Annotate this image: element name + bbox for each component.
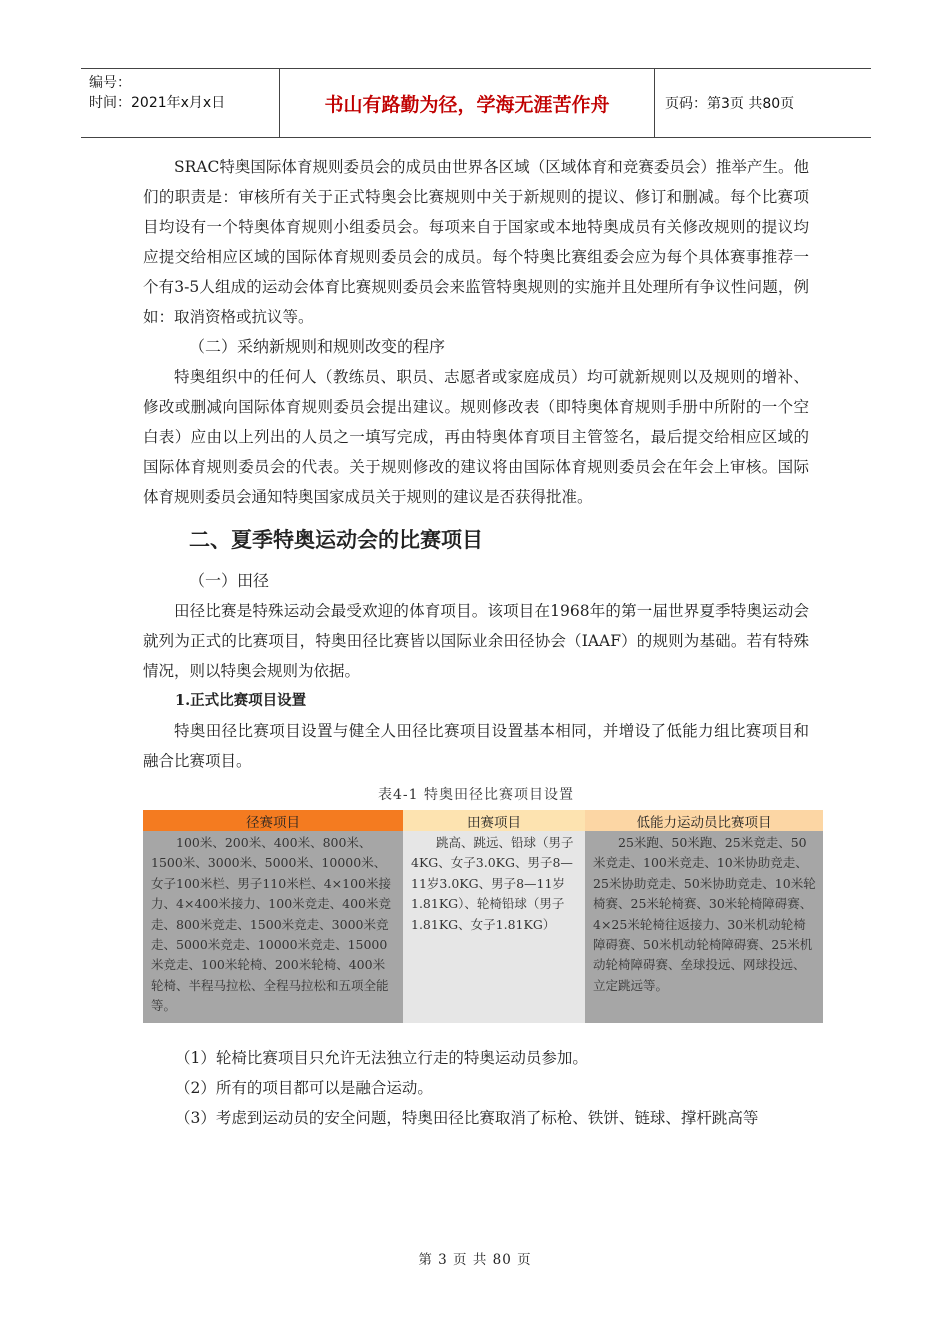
- paragraph-events-setup: 特奥田径比赛项目设置与健全人田径比赛项目设置基本相同，并增设了低能力组比赛项目和融合比赛项目。: [143, 722, 809, 770]
- header-field-events: 田赛项目: [403, 810, 585, 831]
- header-number-label: 编号：: [89, 75, 131, 91]
- note-item: （3）考虑到运动员的安全问题，特奥田径比赛取消了标枪、铁饼、链球、撑杆跳高等: [175, 1108, 759, 1127]
- notes-list: [143, 1043, 809, 1133]
- header-time-label: 时间：2021年x月x日: [89, 95, 226, 111]
- subheading-rule-procedure: （二）采纳新规则和规则改变的程序: [189, 337, 446, 356]
- page-header: [81, 68, 871, 138]
- paragraph-athletics-intro: 田径比赛是特殊运动会最受欢迎的体育项目。该项目在1968年的第一届世界夏季特奥运动会就列为正式的比赛项目，特奥田径比赛皆以国际业余田径协会（IAAF）的规则为基础。若有特殊情况，则以特奥会规则为依据。: [143, 602, 809, 680]
- document-body: [143, 152, 816, 1133]
- cell-low-ability-events: [585, 831, 823, 1023]
- table-header-row: [143, 810, 823, 831]
- page-footer: 第 3 页 共 80 页: [418, 1252, 532, 1268]
- header-page-info: 页码：第3页 共80页: [665, 96, 795, 112]
- track-events-text: 100米、200米、400米、800米、1500米、3000米、5000米、10000米、女子100米栏、男子110米栏、4×100米接力、4×400米接力、100米竞走、400米竞走、800米竞走、1500米竞走、3000米竞走、5000米竞走、10000米竞走、15000米竞走、100米轮椅、200米轮椅、400米轮椅、半程马拉松、全程马拉松和五项全能等。: [151, 835, 392, 1014]
- low-ability-events-text: 25米跑、50米跑、25米竞走、50米竞走、100米竞走、10米协助竞走、25米协助竞走、50米协助竞走、10米轮椅赛、25米轮椅赛、30米轮椅障碍赛、4×25米轮椅往返接力、30米机动轮椅障碍赛、50米机动轮椅障碍赛、25米机动轮椅障碍赛、垒球投远、网球投远、立定跳远等。: [593, 835, 816, 993]
- cell-field-events: [403, 831, 585, 1023]
- paragraph-src-committee: SRAC特奥国际体育规则委员会的成员由世界各区域（区域体育和竞赛委员会）推举产生。他们的职责是：审核所有关于正式特奥会比赛规则中关于新规则的提议、修订和删减。每个比赛项目均设有一个特奥体育规则小组委员会。每项来自于国家或本地特奥成员有关修改规则的提议均应提交给相应区域的国际体育规则委员会的成员。每个特奥比赛组委会应为每个具体赛事推荐一个有3-5人组成的运动会体育比赛规则委员会来监管特奥规则的实施并且处理所有争议性问题，例如：取消资格或抗议等。: [143, 158, 809, 326]
- note-item: （1）轮椅比赛项目只允许无法独立行走的特奥运动员参加。: [175, 1048, 588, 1067]
- table-caption: 表4-1 特奥田径比赛项目设置: [378, 787, 574, 803]
- header-meta: [81, 69, 280, 137]
- field-events-text: 跳高、跳远、铅球（男子4KG、女子3.0KG、男子8—11岁3.0KG、男子8—11岁1.81KG）、轮椅铅球（男子1.81KG、女子1.81KG）: [411, 835, 574, 932]
- header-motto: 书山有路勤为径，学海无涯苦作舟: [280, 69, 655, 137]
- athletics-events-table: [143, 810, 823, 1023]
- subheading-athletics: （一）田径: [189, 571, 270, 590]
- header-low-ability-events: 低能力运动员比赛项目: [585, 810, 823, 831]
- section-heading-summer-events: 二、夏季特奥运动会的比赛项目: [189, 528, 483, 552]
- cell-track-events: [143, 831, 403, 1023]
- item-heading-official-events: 1.正式比赛项目设置: [175, 692, 307, 709]
- paragraph-rule-procedure: 特奥组织中的任何人（教练员、职员、志愿者或家庭成员）均可就新规则以及规则的增补、修改或删减向国际体育规则委员会提出建议。规则修改表（即特奥体育规则手册中所附的一个空白表）应由以上列出的人员之一填写完成，再由特奥体育项目主管签名，最后提交给相应区域的国际体育规则委员会的代表。关于规则修改的建议将由国际体育规则委员会在年会上审核。国际体育规则委员会通知特奥国家成员关于规则的建议是否获得批准。: [143, 368, 809, 506]
- header-track-events: 径赛项目: [143, 810, 403, 831]
- note-item: （2）所有的项目都可以是融合运动。: [175, 1078, 433, 1097]
- table-row: [143, 831, 823, 1023]
